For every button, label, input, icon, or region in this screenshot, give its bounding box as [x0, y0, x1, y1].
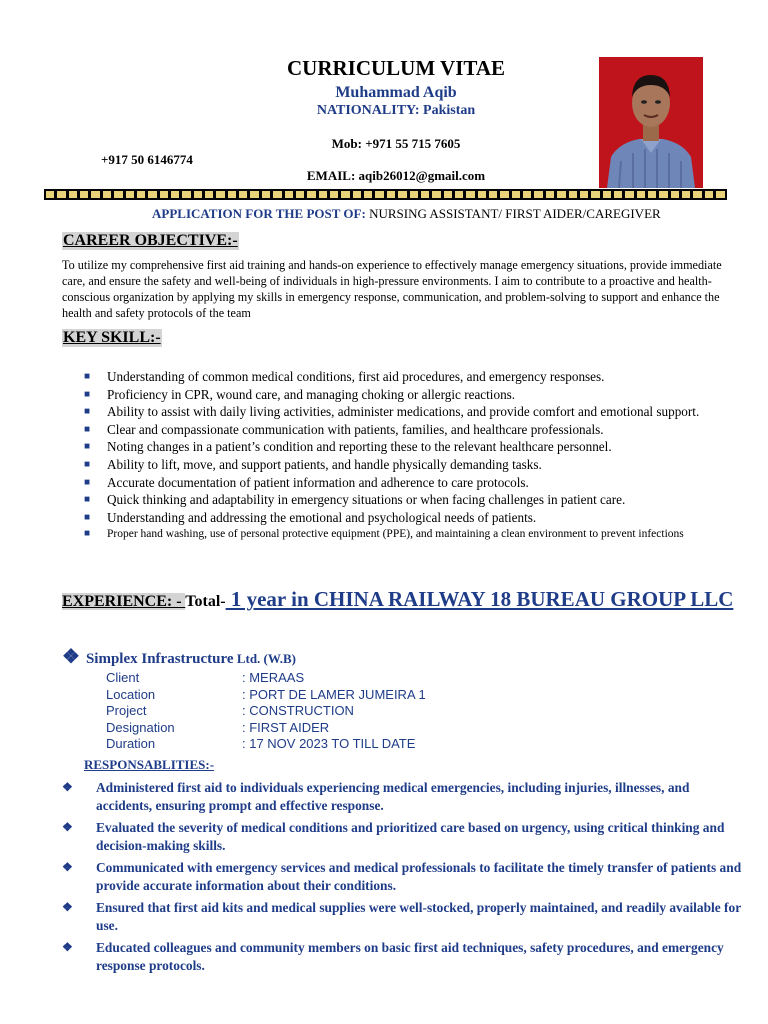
- square-bullet-icon: ■: [84, 494, 91, 506]
- list-item: ❖ Evaluated the severity of medical conditions and prioritized care based on urgency, using critical thinking and decision-making skills.: [62, 820, 725, 853]
- experience-summary: [62, 587, 742, 612]
- career-objective-text: To utilize my comprehensive first aid training and hands-on experience to effectively manage emergency situations, provide immediate care, and ensure the safety and well-being of individuals in high-pressure environments. I aim to contribute to a proactive and health-conscious organization by applying my skills in emergency response, communication, and problem-solving to support and enhance the health and safety protocols of the team: [62, 258, 722, 320]
- square-bullet-icon: ■: [84, 441, 91, 453]
- job-details: [106, 670, 426, 753]
- application-label: APPLICATION FOR THE POST OF:: [152, 206, 366, 221]
- square-bullet-icon: ■: [84, 371, 91, 382]
- table-row: Location : PORT DE LAMER JUMEIRA 1: [106, 686, 426, 702]
- list-item: ❖ Educated colleagues and community members on basic first aid techniques, safety procedures, and emergency response protocols.: [62, 940, 724, 973]
- list-item: ■ Accurate documentation of patient information and adherence to care protocols.: [84, 474, 529, 490]
- company-name: ❖ Simplex Infrastructure Ltd. (W.B): [62, 646, 296, 668]
- candidate-name: Muhammad Aqib: [335, 84, 457, 101]
- list-item: ■ Noting changes in a patient’s condition and reporting these to the relevant healthcare personnel.: [84, 439, 612, 455]
- experience-company-summary: 1 year in CHINA RAILWAY 18 BUREAU GROUP LLC: [225, 587, 734, 611]
- four-diamond-bullet-icon: ❖: [62, 940, 73, 954]
- table-row: Duration : 17 NOV 2023 TO TILL DATE: [106, 736, 416, 752]
- decorative-border: [44, 189, 727, 200]
- list-item: ■ Proficiency in CPR, wound care, and managing choking or allergic reactions.: [84, 386, 516, 402]
- table-row: Project : CONSTRUCTION: [106, 703, 354, 719]
- list-item: ■ Ability to lift, move, and support patients, and handle physically demanding tasks.: [84, 456, 542, 472]
- square-bullet-icon: ■: [84, 511, 91, 523]
- cv-title: CURRICULUM VITAE: [287, 56, 505, 80]
- application-value: NURSING ASSISTANT/ FIRST AIDER/CAREGIVER: [365, 206, 661, 221]
- mobile-number: Mob: +971 55 715 7605: [331, 136, 461, 151]
- nationality: NATIONALITY: Pakistan: [316, 103, 476, 118]
- responsibilities-list: [62, 779, 742, 979]
- profile-photo: [599, 57, 703, 188]
- list-item: ■ Proper hand washing, use of personal protective equipment (PPE), and maintaining a clean environment to prevent infections: [84, 528, 684, 541]
- square-bullet-icon: ■: [84, 406, 91, 418]
- four-diamond-bullet-icon: ❖: [62, 860, 73, 874]
- four-diamond-bullet-icon: ❖: [62, 780, 73, 794]
- email: EMAIL: aqib26012@gmail.com: [306, 168, 486, 183]
- list-item: ■ Clear and compassionate communication with patients, families, and healthcare professionals.: [84, 421, 604, 437]
- list-item: ❖ Communicated with emergency services and medical professionals to facilitate the timely transfer of patients and provide accurate information about their conditions.: [62, 860, 742, 893]
- square-bullet-icon: ■: [84, 476, 91, 488]
- career-objective-heading: CAREER OBJECTIVE:-: [63, 232, 238, 249]
- key-skill-heading: KEY SKILL:-: [63, 329, 161, 346]
- table-row: Designation : FIRST AIDER: [106, 719, 330, 735]
- four-diamond-bullet-icon: ❖: [62, 646, 80, 668]
- list-item: ■ Understanding and addressing the emotional and psychological needs of patients.: [84, 509, 537, 525]
- responsibilities-heading: RESPONSABLITIES:-: [84, 757, 215, 772]
- square-bullet-icon: ■: [84, 528, 91, 540]
- square-bullet-icon: ■: [84, 458, 91, 470]
- experience-total: Total-: [185, 593, 226, 610]
- list-item: ❖ Ensured that first aid kits and medical supplies were well-stocked, properly maintained, and readily available for use.: [62, 900, 741, 933]
- list-item: ■ Quick thinking and adaptability in emergency situations or when facing challenges in patient care.: [84, 492, 626, 508]
- list-item: ■ Ability to assist with daily living activities, administer medications, and provide comfort and emotional support.: [84, 404, 700, 420]
- mobile-number-2: +917 50 6146774: [101, 152, 193, 167]
- square-bullet-icon: ■: [84, 423, 91, 435]
- experience-heading: EXPERIENCE: -: [62, 593, 186, 610]
- list-item: ■ Understanding of common medical conditions, first aid procedures, and emergency responses.: [84, 369, 605, 384]
- list-item: ❖ Administered first aid to individuals experiencing medical emergencies, including injuries, illnesses, and accidents, ensuring prompt and effective response.: [62, 780, 690, 813]
- square-bullet-icon: ■: [84, 388, 91, 400]
- four-diamond-bullet-icon: ❖: [62, 900, 73, 914]
- application-post: [152, 206, 661, 222]
- skills-list: [62, 368, 742, 542]
- four-diamond-bullet-icon: ❖: [62, 820, 73, 834]
- table-row: Client : MERAAS: [106, 670, 305, 685]
